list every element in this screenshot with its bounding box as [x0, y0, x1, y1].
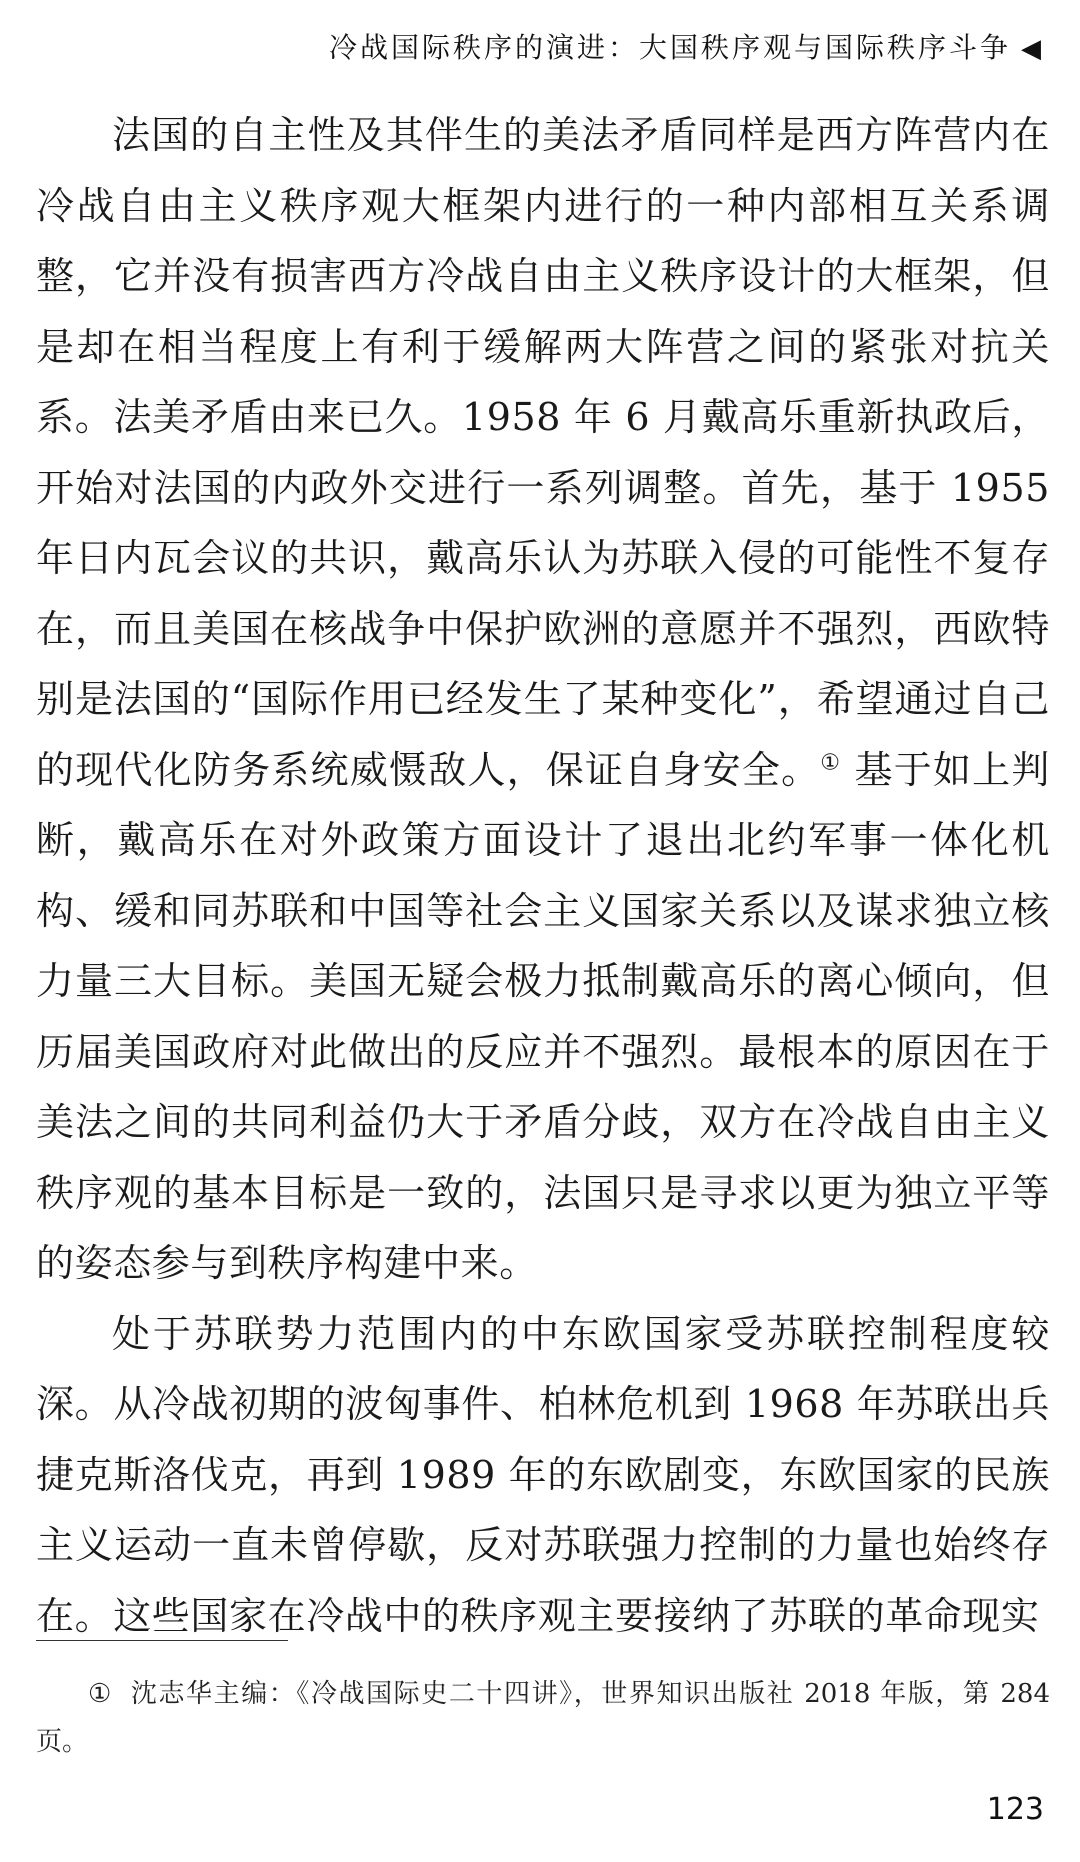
running-title: 冷战国际秩序的演进：大国秩序观与国际秩序斗争 — [328, 31, 1011, 64]
footnote-reference[interactable]: ① — [820, 749, 842, 775]
paragraph-1 — [36, 100, 1050, 1299]
paragraph-2: 处于苏联势力范围内的中东欧国家受苏联控制程度较深。从冷战初期的波匈事件、柏林危机到 1968 年苏联出兵捷克斯洛伐克，再到 1989 年的东欧剧变，东欧国家的民族主义运动一直未曾停歇，反对苏联强力控制的力量也始终存在。这些国家在冷战中的秩序观主要接纳了苏联的革命现实 — [36, 1311, 1050, 1638]
running-head — [329, 26, 1044, 66]
body-text — [36, 100, 1050, 1651]
paragraph-1-text-b: 基于如上判断，戴高乐在对外政策方面设计了退出北约军事一体化机构、缓和同苏联和中国等社会主义国家关系以及谋求独立核力量三大目标。美国无疑会极力抵制戴高乐的离心倾向，但历届美国政府对此做出的反应并不强烈。最根本的原因在于美法之间的共同利益仍大于矛盾分歧，双方在冷战自由主义秩序观的基本目标是一致的，法国只是寻求以更为独立平等的姿态参与到秩序构建中来。 — [36, 747, 1050, 1285]
paragraph-1-text-a: 法国的自主性及其伴生的美法矛盾同样是西方阵营内在冷战自由主义秩序观大框架内进行的一种内部相互关系调整，它并没有损害西方冷战自由主义秩序设计的大框架，但是却在相当程度上有利于缓解两大阵营之间的紧张对抗关系。法美矛盾由来已久。1958 年 6 月戴高乐重新执政后，开始对法国的内政外交进行一系列调整。首先，基于 1955 年日内瓦会议的共识，戴高乐认为苏联入侵的可能性不复存在，而且美国在核战争中保护欧洲的意愿并不强烈，西欧特别是法国的“国际作用已经发生了某种变化”，希望通过自己的现代化防务系统威慑敌人，保证自身安全。 — [36, 113, 1050, 792]
page-number: 123 — [986, 1792, 1044, 1827]
footnote — [36, 1670, 1050, 1766]
footnote-divider — [36, 1640, 288, 1641]
footnote-text: 沈志华主编：《冷战国际史二十四讲》，世界知识出版社 2018 年版，第 284 页。 — [36, 1679, 1050, 1757]
left-triangle-icon: ◀ — [1021, 34, 1044, 64]
footnote-mark: ① — [88, 1679, 113, 1709]
